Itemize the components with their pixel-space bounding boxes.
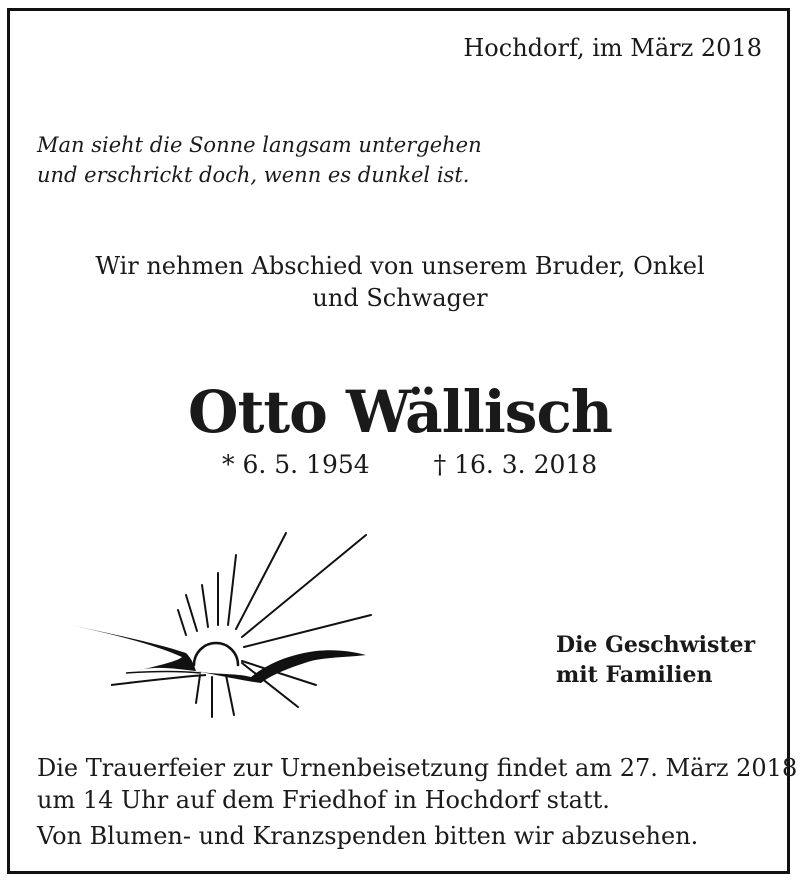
intro-text [0, 250, 800, 314]
signature-line-1: Die Geschwister [556, 632, 756, 658]
sunset-bird-icon [66, 525, 396, 725]
death-date: † 16. 3. 2018 [433, 450, 598, 479]
intro-line-1: Wir nehmen Abschied von unserem Bruder, Onkel [95, 252, 705, 280]
intro-line-2: und Schwager [312, 284, 488, 312]
birth-date: * 6. 5. 1954 [222, 450, 370, 479]
signature-line-2: mit Familien [556, 662, 713, 688]
ceremony-line-1: Die Trauerfeier zur Urnenbeisetzung findet am 27. März 2018 [37, 754, 798, 782]
ceremony-line-2: um 14 Uhr auf dem Friedhof in Hochdorf statt. [37, 786, 610, 814]
place-date: Hochdorf, im März 2018 [463, 34, 762, 62]
deceased-name: Otto Wällisch [188, 378, 612, 446]
signature [556, 630, 755, 690]
flowers-note: Von Blumen- und Kranzspenden bitten wir abzusehen. [37, 822, 699, 850]
ceremony-info [37, 752, 797, 816]
motto-line-2: und erschrickt doch, wenn es dunkel ist. [37, 163, 470, 187]
life-dates [222, 450, 597, 479]
motto-quote [37, 130, 482, 190]
motto-line-1: Man sieht die Sonne langsam untergehen [37, 133, 482, 157]
